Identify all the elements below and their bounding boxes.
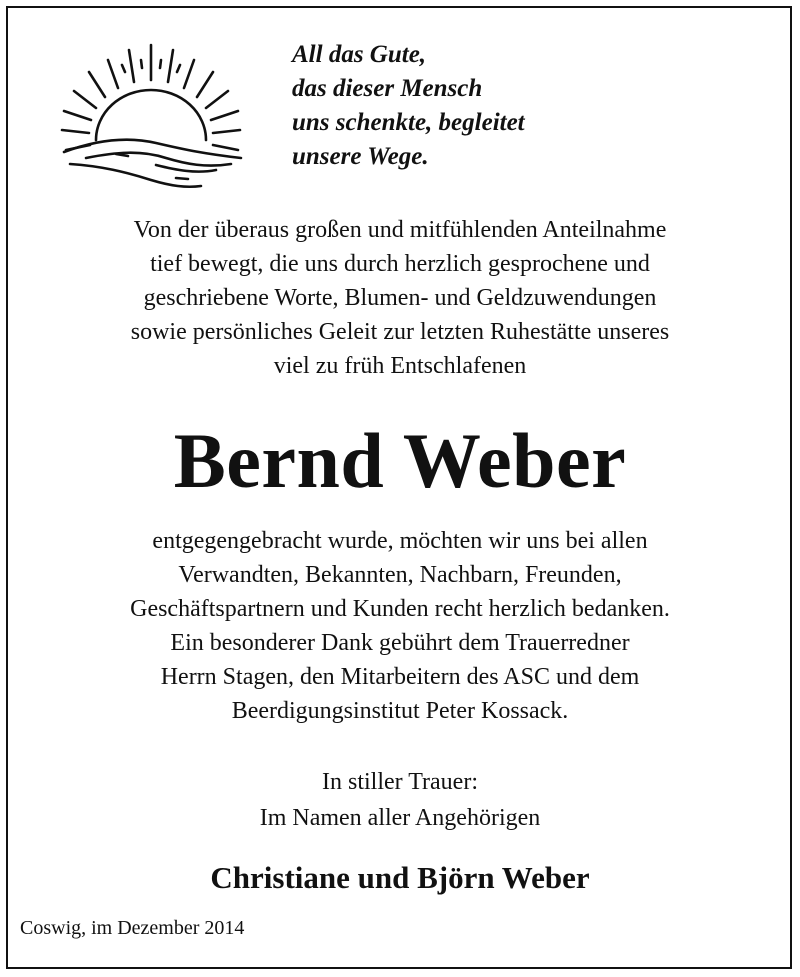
thanks-line: Geschäftspartnern und Kunden recht herzlich bedanken. xyxy=(130,596,670,622)
mourning-block xyxy=(20,764,780,836)
mourning-line: In stiller Trauer: xyxy=(322,769,478,795)
intro-line: Von der überaus großen und mitfühlenden Anteilnahme xyxy=(133,217,667,243)
poem-verse xyxy=(292,38,772,174)
poem-line: uns schenkte, begleitet xyxy=(292,109,525,136)
signers-names: Christiane und Björn Weber xyxy=(210,860,590,895)
poem-line: All das Gute, xyxy=(292,41,427,68)
thanks-line: Beerdigungsinstitut Peter Kossack. xyxy=(231,698,569,724)
intro-line: sowie persönliches Geleit zur letzten Ruhestätte unseres xyxy=(130,319,670,345)
thanks-paragraph xyxy=(20,524,780,728)
intro-line: viel zu früh Entschlafenen xyxy=(273,353,527,379)
mourning-line: Im Namen aller Angehörigen xyxy=(259,805,541,831)
thanks-line: Ein besonderer Dank gebührt dem Trauerredner xyxy=(170,630,630,656)
poem-line: unsere Wege. xyxy=(292,143,429,170)
intro-line: geschriebene Worte, Blumen- und Geldzuwendungen xyxy=(143,285,657,311)
sunrise-over-hills-icon xyxy=(56,40,252,190)
poem-line: das dieser Mensch xyxy=(292,75,483,102)
thanks-line: Verwandten, Bekannten, Nachbarn, Freunden, xyxy=(178,562,622,588)
thanks-line: entgegengebracht wurde, möchten wir uns bei allen xyxy=(152,528,648,554)
thanks-line: Herrn Stagen, den Mitarbeitern des ASC und dem xyxy=(160,664,640,690)
intro-paragraph xyxy=(20,213,780,383)
place-date: Coswig, im Dezember 2014 xyxy=(20,917,245,939)
intro-line: tief bewegt, die uns durch herzlich gesprochene und xyxy=(150,251,650,277)
deceased-name: Bernd Weber xyxy=(173,417,627,504)
